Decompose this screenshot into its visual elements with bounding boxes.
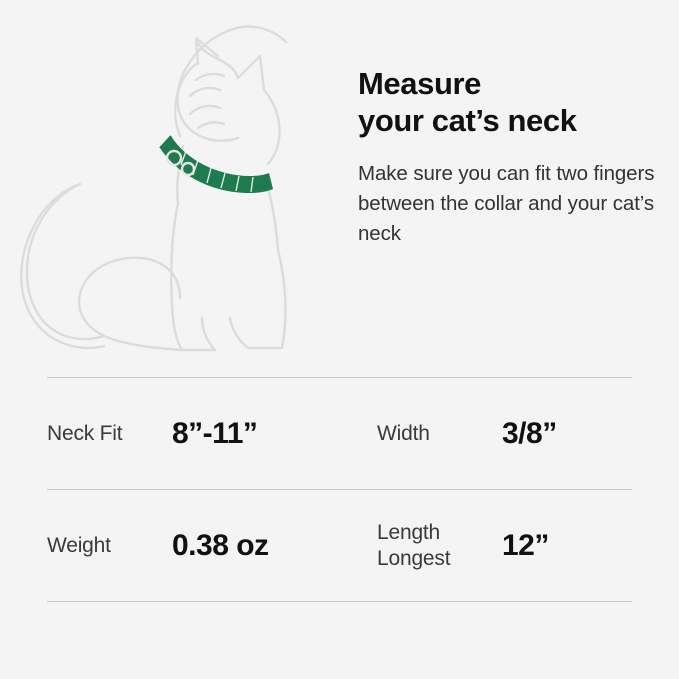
spec-value-weight: 0.38 oz [172, 528, 269, 562]
spec-width [377, 417, 632, 451]
spec-length [377, 520, 632, 571]
spec-value-neck-fit: 8”-11” [172, 416, 258, 450]
table-row [47, 378, 632, 489]
subcopy: Make sure you can fit two fingers between the collar and your cat’s neck [358, 162, 655, 245]
headline-line-2: your cat’s neck [358, 102, 577, 138]
spec-value-width: 3/8” [502, 416, 557, 450]
text-block [358, 66, 658, 249]
hand-icon [236, 27, 286, 42]
spec-label-length-line-1: Length [377, 520, 441, 544]
finger-4-icon [198, 122, 224, 128]
spec-table [47, 377, 632, 602]
cat-front-leg-icon [171, 204, 215, 350]
spec-neck-fit [47, 417, 377, 451]
page-title [358, 66, 658, 139]
cat-tail-icon [27, 184, 104, 339]
spec-label-width: Width [377, 421, 430, 445]
spec-label-length-line-2: Longest [377, 546, 451, 570]
spec-label-weight: Weight [47, 533, 111, 557]
spec-label-length [377, 520, 497, 571]
spec-weight [47, 529, 377, 563]
cat-head-right-icon [264, 90, 280, 164]
finger-2-icon [190, 88, 220, 96]
headline-line-1: Measure [358, 66, 481, 101]
finger-1-icon [196, 74, 224, 80]
cat-hind-leg-icon [248, 250, 285, 348]
spec-label-neck-fit: Neck Fit [47, 421, 123, 445]
cat-illustration [0, 18, 350, 368]
finger-3-icon [190, 106, 220, 114]
cat-ear-right-icon [238, 56, 264, 90]
table-rule-bottom [47, 601, 632, 602]
table-row [47, 490, 632, 601]
spec-value-length: 12” [502, 528, 549, 562]
